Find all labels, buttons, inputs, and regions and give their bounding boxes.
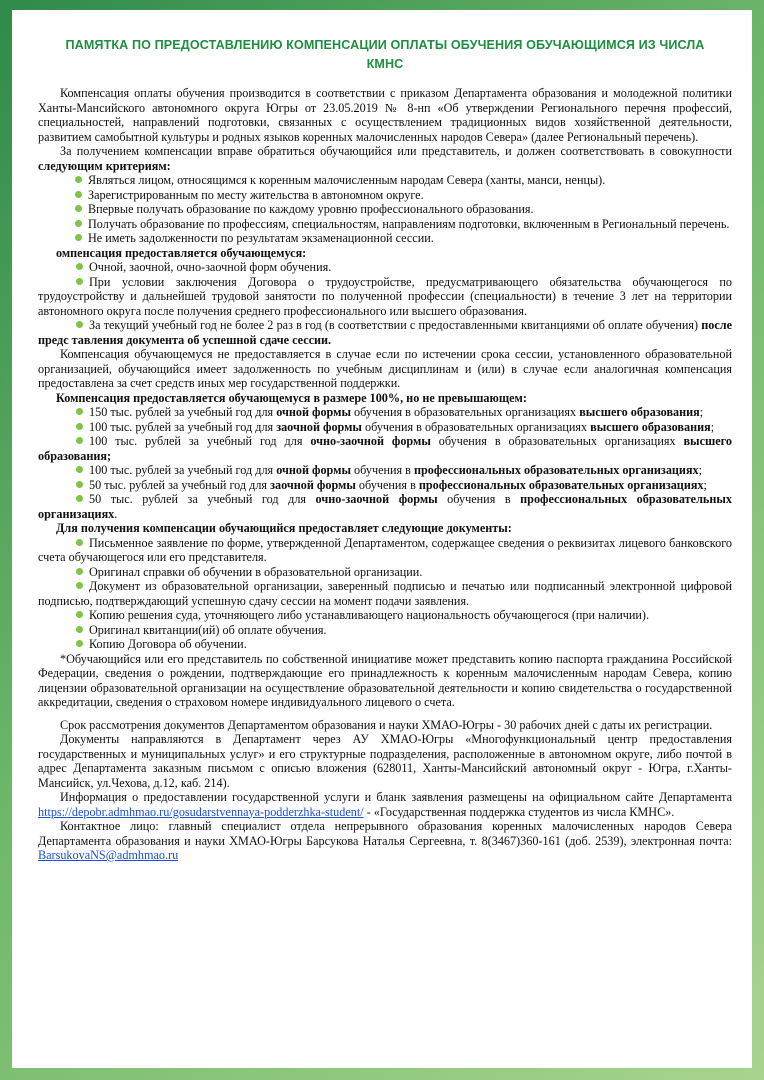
list-item: Являться лицом, относящимся к коренным малочисленным народам Севера (ханты, манси, ненцы). <box>38 173 732 188</box>
review-term-paragraph: Срок рассмотрения документов Департаментом образования и науки ХМАО-Югры - 30 рабочих дней с даты их регистрации. <box>60 717 713 732</box>
contact-paragraph: Контактное лицо: главный специалист отдела непрерывного образования коренных малочисленных народов Севера Департамента образования и науки ХМАО-Югры Барсукова Наталья Сергеевна, т. 8(3467)360-161 (доб. 2539), электронная почта: BarsukovaNS@admhmao.ru <box>38 819 732 862</box>
bullet-icon <box>75 205 82 212</box>
submission-paragraph: Документы направляются в Департамент через АУ ХМАО-Югры «Многофункциональный центр предоставления государственных и муниципальных услуг» и его структурные подразделения, расположенные в автономном округе, либо почтой в адрес Департамента заказным письмом с описью вложения (628011, Ханты-Мансийский автономный округ - Югра, г.Ханты-Мансийск, ул.Чехова, д.12, каб. 214). <box>38 732 732 790</box>
documents-heading: Для получения компенсации обучающийся предоставляет следующие документы: <box>56 521 512 535</box>
not-provided-paragraph: Компенсация обучающемуся не предоставляется в случае если по истечении срока сессии, установленного образовательной организацией, обучающийся имеет задолженность по учебным дисциплинам и (или) в случае если аналогичная компенсация предоставлена за счет средств иных мер государственной поддержки. <box>38 347 732 390</box>
eligibility-text: За получением компенсации вправе обратиться обучающийся или представитель, и должен соответствовать в совокупности <box>60 144 732 158</box>
bullet-icon <box>76 481 83 488</box>
note-paragraph: *Обучающийся или его представитель по собственной инициативе может представить копию паспорта гражданина Российской Федерации, сведения о рождении, подтверждающие его принадлежность к коренным малочисленным народам Севера, копию лицензии образовательной организации на осуществление образовательной деятельности и копию свидетельства о государственной аккредитации, сведения о страховом номере индивидуального лицевого о счета. <box>38 651 732 709</box>
criteria-list <box>38 173 732 246</box>
bullet-icon <box>76 263 83 270</box>
amount-item: 100 тыс. рублей за учебный год для очной формы обучения в профессиональных образовательных организациях; <box>38 463 732 478</box>
bullet-icon <box>75 191 82 198</box>
bullet-icon <box>76 611 83 618</box>
bullet-icon <box>76 568 83 575</box>
list-item: При условии заключения Договора о трудоустройстве, предусматривающего обязательства обучающегося по трудоустройству и дальнейшей трудовой занятости по полученной профессии (специальности) в течение 3 лет на территории автономного округа после получения среднего профессионального или высшего образования. <box>38 274 732 318</box>
eligibility-bold: следующим критериям: <box>38 158 171 173</box>
list-item: Копию Договора об обучении. <box>38 637 732 652</box>
list-item: Не иметь задолженности по результатам экзаменационной сессии. <box>38 231 732 246</box>
provided-list <box>38 260 732 347</box>
amount-item: 50 тыс. рублей за учебный год для заочной формы обучения в профессиональных образовательных организациях; <box>38 478 732 493</box>
list-item: Копию решения суда, уточняющего либо устанавливающего национальность обучающегося (при наличии). <box>38 608 732 623</box>
website-link[interactable]: https://depobr.admhmao.ru/gosudarstvennaya-podderzhka-student/ <box>38 804 364 819</box>
list-item: Получать образование по профессиям, специальностям, направлениям подготовки, включенным в Региональный перечень. <box>38 217 732 232</box>
list-item: Оригинал квитанции(ий) об оплате обучения. <box>38 623 732 638</box>
info-paragraph: Информация о предоставлении государственной услуги и бланк заявления размещены на официальном сайте Департамента https://depobr.admhmao.ru/gosudarstvennaya-podderzhka-student/ - «Государственная поддержка студентов из числа КМНС». <box>38 790 732 819</box>
amount-heading: Компенсация предоставляется обучающемуся в размере 100%, но не превышающем: <box>56 390 527 405</box>
amount-item: 100 тыс. рублей за учебный год для очно-заочной формы обучения в образовательных организациях высшего образования; <box>38 434 732 463</box>
provided-heading: омпенсация предоставляется обучающемуся: <box>56 245 307 260</box>
bullet-icon <box>76 423 83 430</box>
intro-paragraph: Компенсация оплаты обучения производится в соответствии с приказом Департамента образования и молодежной политики Ханты-Мансийского автономного округа Югры от 23.05.2019 № 8-нп «Об утверждении Регионального перечня профессий, специальностей, направлений подготовки, связанных с осуществлением традиционных видов хозяйственной деятельности, развитием самобытной культуры и родных языков коренных малочисленных народов Севера» (далее Региональный перечень). <box>38 86 732 144</box>
amount-item: 50 тыс. рублей за учебный год для очно-заочной формы обучения в профессиональных образовательных организациях. <box>38 492 732 521</box>
bullet-icon <box>76 321 83 328</box>
bullet-icon <box>76 278 83 285</box>
list-item: Зарегистрированным по месту жительства в автономном округе. <box>38 188 732 203</box>
bullet-icon <box>76 640 83 647</box>
eligibility-paragraph <box>38 144 732 173</box>
bullet-icon <box>76 626 83 633</box>
bullet-icon <box>76 582 83 589</box>
bullet-icon <box>76 466 83 473</box>
list-item: Очной, заочной, очно-заочной форм обучения. <box>38 260 732 275</box>
documents-list <box>38 536 732 652</box>
list-item: Оригинал справки об обучении в образовательной организации. <box>38 565 732 580</box>
list-item: Впервые получать образование по каждому уровню профессионального образования. <box>38 202 732 217</box>
bullet-icon <box>75 234 82 241</box>
memo-sheet <box>12 10 752 1068</box>
amount-item: 100 тыс. рублей за учебный год для заочной формы обучения в образовательных организациях высшего образования; <box>38 420 732 435</box>
bullet-icon <box>76 408 83 415</box>
bullet-icon <box>76 495 83 502</box>
bullet-icon <box>75 176 82 183</box>
amount-list <box>38 405 732 521</box>
bullet-icon <box>75 220 82 227</box>
bullet-icon <box>76 437 83 444</box>
list-item: За текущий учебный год не более 2 раз в год (в соответствии с предоставленными квитанциями об оплате обучения) после предс тавления документа об успешной сдаче сессии. <box>38 318 732 347</box>
email-link[interactable]: BarsukovaNS@admhmao.ru <box>38 848 179 862</box>
list-item: Письменное заявление по форме, утвержденной Департаментом, содержащее сведения о реквизитах лицевого банковского счета обучающегося или его представителя. <box>38 535 732 564</box>
page-title: ПАМЯТКА ПО ПРЕДОСТАВЛЕНИЮ КОМПЕНСАЦИИ ОПЛАТЫ ОБУЧЕНИЯ ОБУЧАЮЩИМСЯ ИЗ ЧИСЛА КМНС <box>65 38 705 71</box>
list-item: Документ из образовательной организации, заверенный подписью и печатью или подписанный электронной цифровой подписью, подтверждающий успешную сдачу сессии на момент подачи заявления. <box>38 579 732 608</box>
amount-item: 150 тыс. рублей за учебный год для очной формы обучения в образовательных организациях высшего образования; <box>38 405 732 420</box>
bullet-icon <box>76 539 83 546</box>
